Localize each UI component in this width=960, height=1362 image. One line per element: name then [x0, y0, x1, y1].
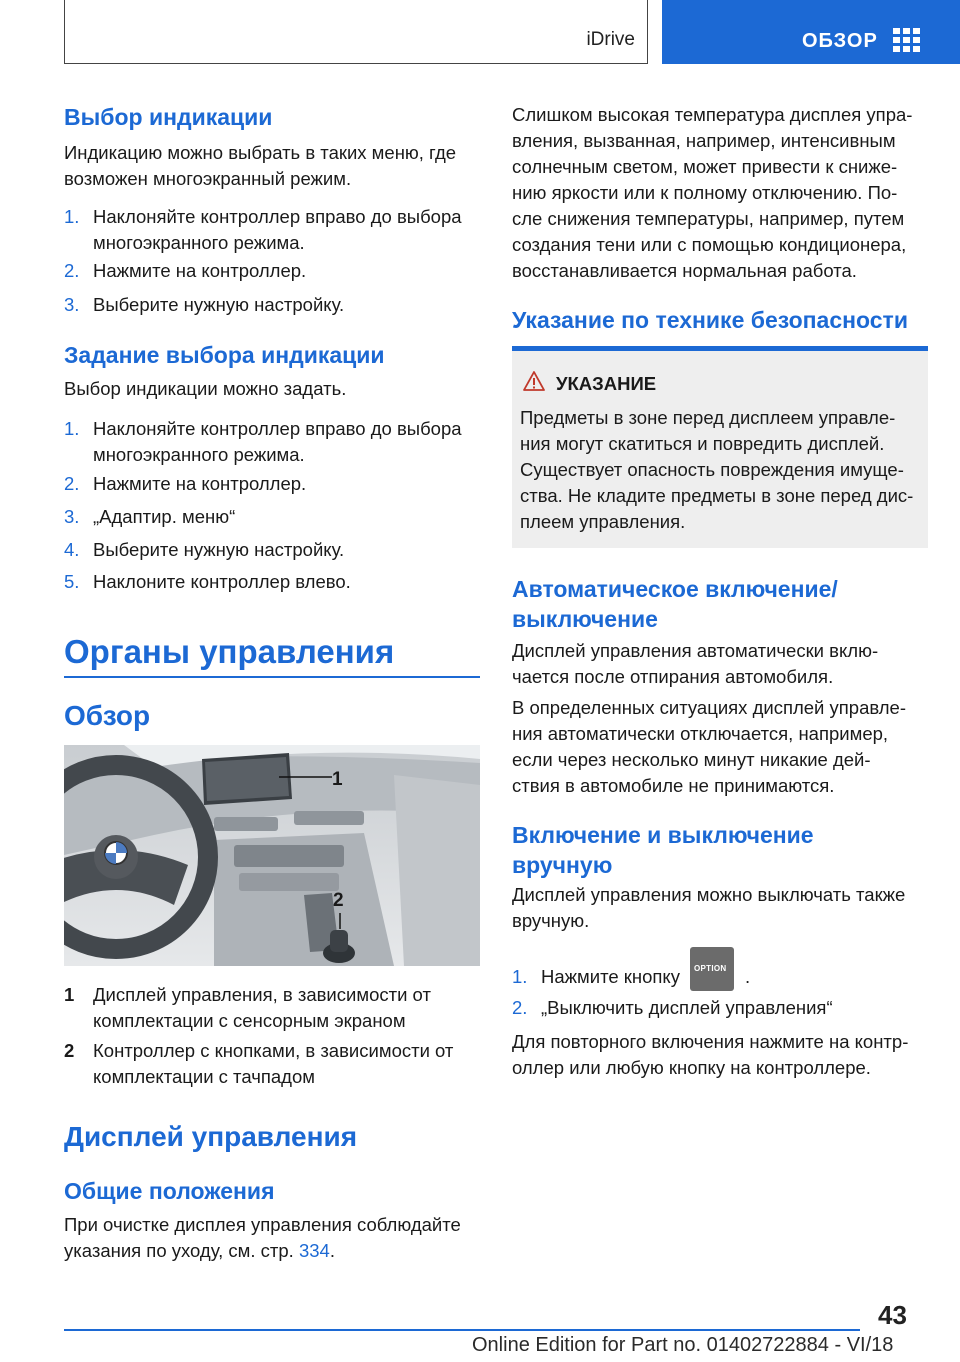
- section-title-set-display: Задание выбора индикации: [64, 342, 385, 368]
- text-line: ствия в автомобиле не принимаются.: [512, 775, 835, 796]
- chapter-tab[interactable]: [662, 0, 960, 64]
- title-line: Автоматическое включение/: [512, 576, 838, 602]
- step-text: Нажмите на контроллер.: [93, 473, 307, 494]
- legend-text: Контроллер с кнопками, в зависимости от комплектации с тачпадом: [93, 1040, 454, 1087]
- text-line: солнечным светом, может привести к сниже-: [512, 156, 898, 177]
- section-title-auto: [512, 574, 928, 634]
- step-number: 2.: [512, 997, 528, 1018]
- legend-item: [64, 982, 484, 1034]
- text-line: сле снижения температуры, например, путем: [512, 208, 905, 229]
- step-text: Выберите нужную настройку.: [93, 539, 345, 560]
- list-item: [64, 292, 484, 318]
- step-text: Нажмите кнопку: [541, 966, 680, 987]
- text-line: ния могут скатиться и повредить дисплей.: [520, 433, 885, 454]
- step-text: Выберите нужную настройку.: [93, 294, 345, 315]
- text-line: нию яркости или к полному отключению. По-: [512, 182, 898, 203]
- step-number: 1.: [512, 966, 528, 987]
- paragraph-manual: [512, 882, 928, 934]
- list-item: [64, 569, 484, 595]
- step-number: 5.: [64, 571, 80, 592]
- list-item: [64, 471, 484, 497]
- list-item: [64, 504, 484, 530]
- step-text: Наклоняйте контроллер вправо до выбора многоэкранного режима.: [93, 418, 462, 465]
- page-link[interactable]: 334: [298, 1240, 330, 1261]
- legend-number: 2: [64, 1040, 75, 1061]
- option-button-icon: [690, 947, 734, 991]
- page-number: 43: [878, 1300, 907, 1330]
- paragraph-auto-1: [512, 638, 928, 690]
- text-line: Слишком высокая температура дисплея упра-: [512, 104, 913, 125]
- warning-box: [512, 346, 928, 548]
- step-number: 3.: [64, 294, 80, 315]
- section-title-safety: Указание по технике безопасности: [512, 307, 908, 333]
- warning-bar: [512, 346, 928, 351]
- section-title-general: Общие положения: [64, 1178, 275, 1204]
- warning-text: [520, 405, 926, 535]
- text-line: При очистке дисплея управления соблюдайте: [64, 1214, 461, 1235]
- paragraph-general: [64, 1212, 480, 1264]
- list-item: [64, 204, 484, 256]
- text-line: Существует опасность повреждения имуще-: [520, 459, 904, 480]
- text-line: вручную.: [512, 910, 590, 931]
- header-box: [64, 0, 648, 64]
- title-rule: [64, 676, 480, 678]
- title-line: выключение: [512, 606, 658, 632]
- paragraph-manual-2: [512, 1029, 928, 1081]
- footer-rule: [64, 1329, 860, 1331]
- step-text: „Адаптир. меню“: [93, 506, 236, 527]
- text-line: указания по уходу, см. стр. 334.: [64, 1240, 335, 1261]
- dashboard-photo: [64, 745, 480, 966]
- text-line: оллер или любую кнопку на контроллере.: [512, 1057, 871, 1078]
- warning-label: УКАЗАНИЕ: [556, 373, 657, 394]
- section-title-manual: [512, 820, 928, 880]
- paragraph-set-display: Выбор индикации можно задать.: [64, 378, 347, 399]
- step-text: „Выключить дисплей управления“: [541, 997, 833, 1018]
- callout-2: 2: [333, 890, 344, 911]
- header-section-label: iDrive: [586, 29, 635, 50]
- step-text: Наклоните контроллер влево.: [93, 571, 351, 592]
- callout-1: 1: [332, 769, 343, 790]
- section-title-overview: Обзор: [64, 700, 151, 731]
- chapter-title-controls: Органы управления: [64, 633, 395, 670]
- list-item: [64, 258, 484, 284]
- section-title-select-display: Выбор индикации: [64, 104, 273, 130]
- list-item: [512, 995, 932, 1021]
- legend-text: Дисплей управления, в зависимости от комплектации с сенсорным экраном: [93, 984, 431, 1031]
- text-line: если через несколько минут никакие дей-: [512, 749, 871, 770]
- step-text: Нажмите на контроллер.: [93, 260, 307, 281]
- text-line: создания тени или с помощью кондиционера,: [512, 234, 907, 255]
- text-line: Дисплей управления можно выключать также: [512, 884, 906, 905]
- paragraph-temperature: [512, 102, 928, 284]
- step-number: 2.: [64, 260, 80, 281]
- text-line: плеем управления.: [520, 511, 686, 532]
- legend-number: 1: [64, 984, 75, 1005]
- step-number: 1.: [64, 418, 80, 439]
- text-line: вления, вызванная, например, интенсивным: [512, 130, 896, 151]
- legend-item: [64, 1038, 484, 1090]
- text-line: Дисплей управления автоматически вклю-: [512, 640, 879, 661]
- text-line: ния автоматически отключается, например,: [512, 723, 889, 744]
- warning-icon: [522, 370, 546, 392]
- text-line: восстанавливается нормальная работа.: [512, 260, 857, 281]
- title-line: Включение и выключение: [512, 822, 814, 848]
- text-line: Для повторного включения нажмите на контр-: [512, 1031, 909, 1052]
- step-number: 1.: [64, 206, 80, 227]
- step-number: 3.: [64, 506, 80, 527]
- paragraph-select-display: [64, 140, 480, 192]
- step-text: Наклоняйте контроллер вправо до выбора многоэкранного режима.: [93, 206, 462, 253]
- text-line: В определенных ситуациях дисплей управле-: [512, 697, 907, 718]
- text-line: ства. Не кладите предметы в зоне перед дис-: [520, 485, 914, 506]
- paragraph-auto-2: [512, 695, 928, 799]
- step-number: 4.: [64, 539, 80, 560]
- text-line: возможен многоэкранный режим.: [64, 168, 352, 189]
- grid-menu-icon: [893, 28, 921, 52]
- step-text-end: .: [745, 966, 751, 987]
- chapter-label: ОБЗОР: [802, 30, 878, 52]
- section-title-display: Дисплей управления: [64, 1121, 358, 1152]
- step-number: 2.: [64, 473, 80, 494]
- footer-edition: Online Edition for Part no. 01402722884 - VI/18: [472, 1334, 894, 1356]
- text-line: Предметы в зоне перед дисплеем управле-: [520, 407, 896, 428]
- list-item: [64, 416, 484, 468]
- list-item: [64, 537, 484, 563]
- option-button-label: OPTION: [694, 964, 727, 973]
- text-line: чается после отпирания автомобиля.: [512, 666, 834, 687]
- title-line: вручную: [512, 852, 613, 878]
- text-line: Индикацию можно выбрать в таких меню, где: [64, 142, 457, 163]
